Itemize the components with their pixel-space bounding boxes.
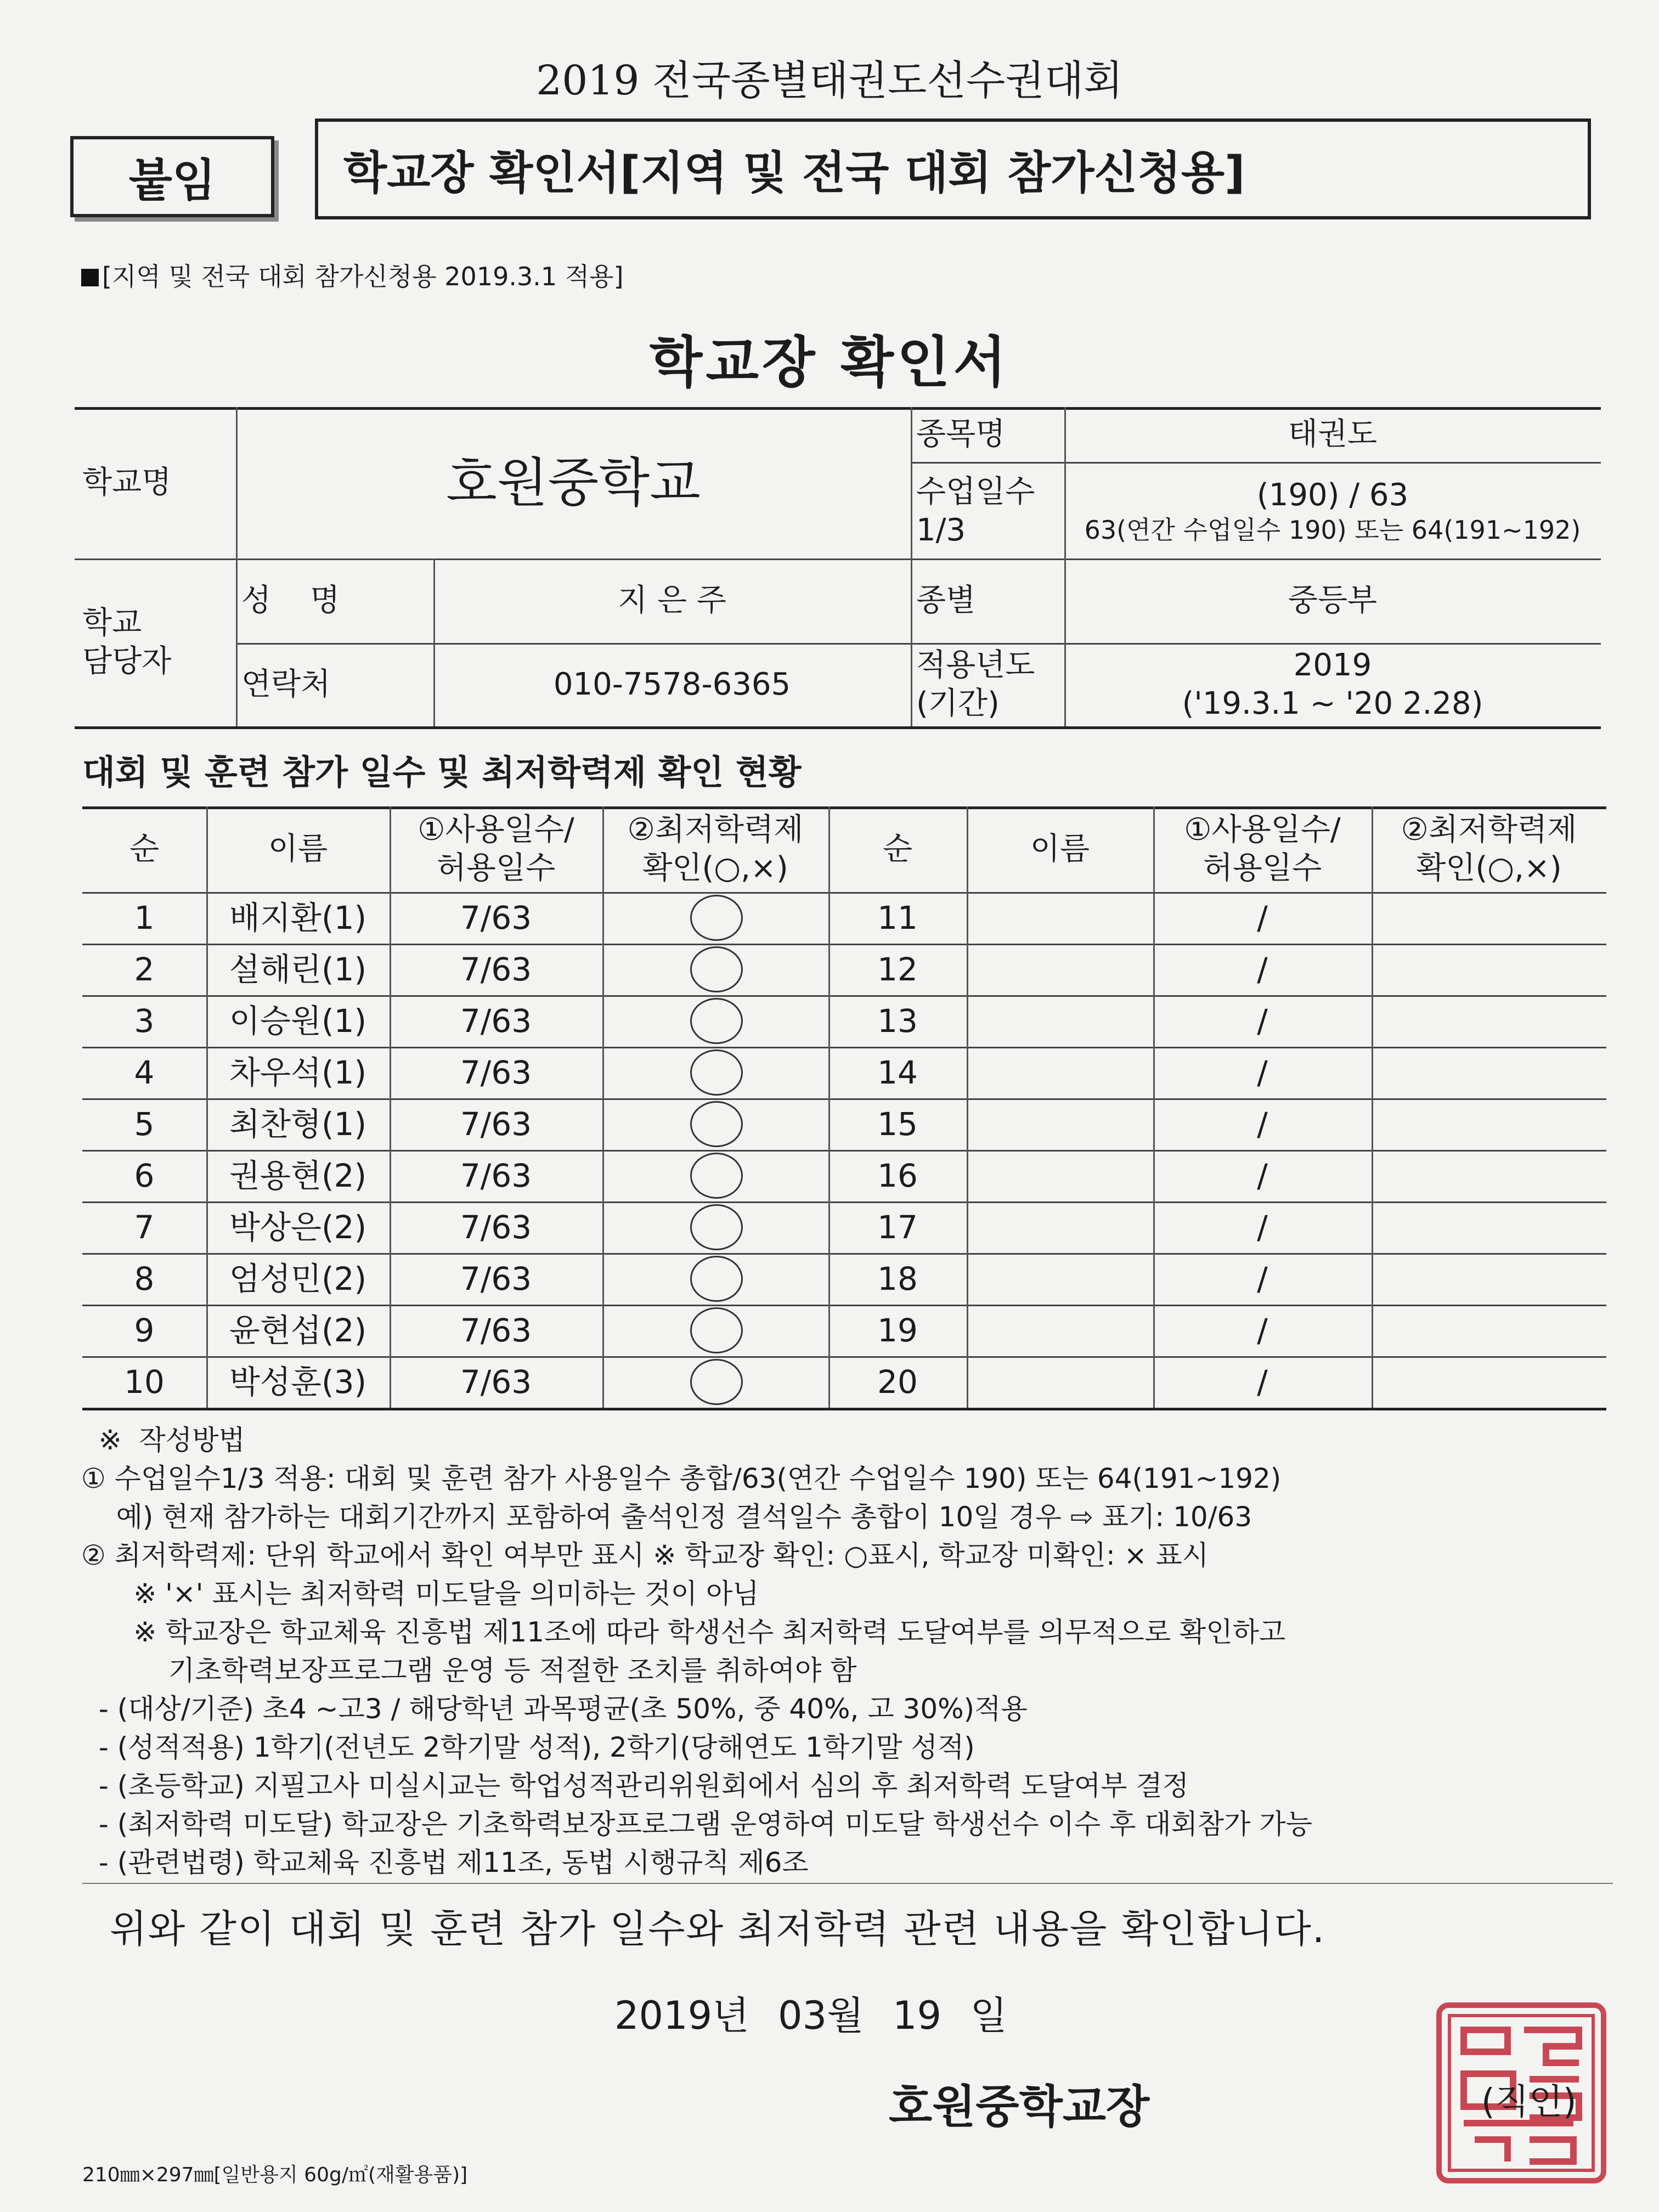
confirm-check bbox=[1372, 1150, 1606, 1201]
athlete-name bbox=[967, 1305, 1153, 1356]
athlete-name bbox=[967, 1098, 1153, 1150]
writing-instructions bbox=[81, 1421, 1606, 1882]
instruction-line: 기초학력보장프로그램 운영 등 적절한 조치를 취하여야 함 bbox=[81, 1655, 857, 1686]
row-number: 8 bbox=[134, 1260, 155, 1297]
row-number: 18 bbox=[877, 1260, 918, 1297]
confirm-check bbox=[1372, 1098, 1606, 1150]
year-label bbox=[916, 643, 1064, 726]
col-header-days bbox=[390, 806, 602, 892]
row-number: 6 bbox=[134, 1156, 155, 1194]
athlete-name: 박성훈(3) bbox=[229, 1363, 367, 1401]
athlete-name: 윤현섭(2) bbox=[229, 1311, 367, 1349]
sport-value: 태권도 bbox=[1288, 416, 1378, 452]
col-header-check-line1: ②최저학력제 bbox=[627, 812, 804, 848]
col-header-check-line2: 확인(○,×) bbox=[1416, 850, 1562, 886]
days-label bbox=[916, 466, 1064, 556]
athlete-name bbox=[967, 1150, 1153, 1201]
col-header-days-line2: 허용일수 bbox=[436, 850, 556, 886]
col-header-check-line2: 확인(○,×) bbox=[642, 850, 788, 886]
instruction-line: ※ 작성방법 bbox=[81, 1424, 245, 1456]
instruction-line: - (관련법령) 학교체육 진흥법 제11조, 동법 시행규칙 제6조 bbox=[81, 1847, 809, 1878]
event-title: 2019 전국종별태권도선수권대회 bbox=[536, 57, 1123, 104]
section-title: 대회 및 훈련 참가 일수 및 최저학력제 확인 현황 bbox=[82, 752, 802, 792]
col-header-days-line1: ①사용일수/ bbox=[417, 812, 574, 848]
col-header-name-right: 이름 bbox=[1030, 831, 1090, 867]
used-days: / bbox=[1257, 1002, 1268, 1040]
year-number: 2019 bbox=[1293, 647, 1372, 683]
divider bbox=[82, 1883, 1613, 1884]
instruction-line: ① 수업일수1/3 적용: 대회 및 훈련 참가 사용일수 총합/63(연간 수업일수 190) 또는 64(191~192) bbox=[81, 1463, 1282, 1494]
principal-name: 호원중학교장 bbox=[889, 2081, 1150, 2133]
used-days: / bbox=[1257, 1105, 1268, 1143]
divider bbox=[911, 407, 912, 726]
row-number: 10 bbox=[124, 1363, 165, 1401]
athlete-name: 이승원(1) bbox=[229, 1002, 367, 1040]
col-header-check-right bbox=[1372, 806, 1606, 892]
instruction-line: - (초등학교) 지필고사 미실시교는 학업성적관리위원회에서 심의 후 최저학력 도달여부 결정 bbox=[81, 1770, 1189, 1802]
name-label: 성 명 bbox=[241, 583, 340, 618]
date-year: 2019년 bbox=[614, 1993, 749, 2038]
athlete-name bbox=[967, 1201, 1153, 1253]
division-value: 중등부 bbox=[1288, 583, 1378, 618]
used-days: 7/63 bbox=[460, 1363, 532, 1401]
row-number: 14 bbox=[877, 1053, 918, 1091]
year-label-line2: (기간) bbox=[916, 686, 1000, 721]
confirm-circle-icon bbox=[690, 1101, 743, 1147]
confirmation-statement: 위와 같이 대회 및 훈련 참가 일수와 최저학력 관련 내용을 확인합니다. bbox=[110, 1906, 1326, 1951]
row-number: 2 bbox=[134, 950, 155, 988]
confirm-check bbox=[1372, 944, 1606, 995]
sport-label: 종목명 bbox=[916, 416, 1006, 452]
confirm-circle-icon bbox=[690, 1359, 743, 1405]
col-header-no: 순 bbox=[129, 831, 160, 867]
used-days: / bbox=[1257, 1208, 1268, 1246]
col-header-check bbox=[602, 806, 828, 892]
used-days: 7/63 bbox=[460, 1311, 532, 1349]
col-header-check-line1: ②최저학력제 bbox=[1401, 812, 1577, 848]
col-header-no-right: 순 bbox=[882, 831, 913, 867]
year-value bbox=[1064, 643, 1601, 726]
used-days: / bbox=[1257, 1156, 1268, 1194]
confirm-circle-icon bbox=[690, 1153, 743, 1199]
school-label: 학교명 bbox=[82, 465, 172, 500]
athlete-name bbox=[967, 1047, 1153, 1098]
subnote-text: [지역 및 전국 대회 참가신청용 2019.3.1 적용] bbox=[102, 262, 624, 291]
paper-spec-footer: 210㎜×297㎜[일반용지 60g/㎡(재활용품)] bbox=[82, 2164, 468, 2186]
confirm-check bbox=[1372, 1305, 1606, 1356]
confirm-circle-icon bbox=[690, 895, 743, 941]
square-bullet-icon bbox=[81, 269, 99, 286]
confirm-circle-icon bbox=[690, 1049, 743, 1096]
page-title: 학교장 확인서 bbox=[649, 330, 1010, 394]
manager-label-line1: 학교 bbox=[82, 605, 142, 641]
days-ratio: (190) / 63 bbox=[1256, 477, 1409, 514]
confirm-circle-icon bbox=[690, 1204, 743, 1250]
used-days: 7/63 bbox=[460, 1053, 532, 1091]
instruction-line: - (대상/기준) 초4 ~고3 / 해당학년 과목평균(초 50%, 중 40%, 고 30%)적용 bbox=[81, 1693, 1028, 1725]
row-number: 12 bbox=[877, 950, 918, 988]
row-number: 17 bbox=[877, 1208, 918, 1246]
contact-label: 연락처 bbox=[241, 667, 331, 702]
row-number: 4 bbox=[134, 1053, 155, 1091]
athlete-name bbox=[967, 1253, 1153, 1305]
used-days: / bbox=[1257, 1363, 1268, 1401]
athlete-name bbox=[967, 995, 1153, 1047]
used-days: 7/63 bbox=[460, 899, 532, 936]
confirm-check bbox=[1372, 1201, 1606, 1253]
manager-label-line2: 담당자 bbox=[82, 644, 172, 679]
divider bbox=[82, 806, 1606, 809]
col-header-days-line2: 허용일수 bbox=[1203, 850, 1322, 886]
date-day-unit: 일 bbox=[970, 1993, 1007, 2038]
row-number: 7 bbox=[134, 1208, 155, 1246]
divider bbox=[75, 726, 1601, 729]
used-days: / bbox=[1257, 1053, 1268, 1091]
date-day: 19 bbox=[893, 1993, 942, 2038]
used-days: 7/63 bbox=[460, 1260, 532, 1297]
used-days: 7/63 bbox=[460, 1002, 532, 1040]
confirm-check bbox=[1372, 1356, 1606, 1408]
athlete-name: 배지환(1) bbox=[229, 899, 367, 936]
row-number: 13 bbox=[877, 1002, 918, 1040]
used-days: 7/63 bbox=[460, 1156, 532, 1194]
confirm-circle-icon bbox=[690, 1256, 743, 1302]
row-number: 20 bbox=[877, 1363, 918, 1401]
instruction-line: ※ 학교장은 학교체육 진흥법 제11조에 따라 학생선수 최저학력 도달여부를 의무적으로 확인하고 bbox=[81, 1616, 1286, 1648]
days-label-line1: 수업일수 bbox=[916, 474, 1035, 510]
col-header-days-right bbox=[1153, 806, 1372, 892]
instruction-line: - (성적적용) 1학기(전년도 2학기말 성적), 2학기(당해연도 1학기말 성적) bbox=[81, 1731, 975, 1763]
days-note: 63(연간 수업일수 190) 또는 64(191~192) bbox=[1084, 515, 1581, 545]
confirm-check bbox=[1372, 995, 1606, 1047]
row-number: 3 bbox=[134, 1002, 155, 1040]
days-label-line2: 1/3 bbox=[916, 512, 966, 548]
athlete-name bbox=[967, 892, 1153, 944]
instruction-line: 예) 현재 참가하는 대회기간까지 포함하여 출석인정 결석일수 총합이 10일 경우 ⇨ 표기: 10/63 bbox=[81, 1501, 1252, 1533]
year-label-line1: 적용년도 bbox=[916, 647, 1035, 683]
confirm-check bbox=[1372, 1253, 1606, 1305]
school-name: 호원중학교 bbox=[446, 452, 701, 514]
athlete-name: 엄성민(2) bbox=[229, 1260, 367, 1297]
row-number: 19 bbox=[877, 1311, 918, 1349]
row-number: 16 bbox=[877, 1156, 918, 1194]
instruction-line: ② 최저학력제: 단위 학교에서 확인 여부만 표시 ※ 학교장 확인: ○표시, 학교장 미확인: × 표시 bbox=[81, 1539, 1209, 1571]
athlete-name bbox=[967, 1356, 1153, 1408]
used-days: 7/63 bbox=[460, 1105, 532, 1143]
col-header-days-line1: ①사용일수/ bbox=[1184, 812, 1341, 848]
confirm-circle-icon bbox=[690, 1307, 743, 1353]
document-heading: 학교장 확인서[지역 및 전국 대회 참가신청용] bbox=[315, 119, 1591, 219]
used-days: 7/63 bbox=[460, 950, 532, 988]
confirm-check bbox=[1372, 1047, 1606, 1098]
athlete-name bbox=[967, 944, 1153, 995]
used-days: / bbox=[1257, 899, 1268, 936]
manager-name: 지 은 주 bbox=[618, 583, 726, 618]
confirm-circle-icon bbox=[690, 946, 743, 992]
used-days: / bbox=[1257, 950, 1268, 988]
athlete-name: 박상은(2) bbox=[229, 1208, 367, 1246]
divider bbox=[82, 1408, 1606, 1410]
signature-date bbox=[614, 1985, 1007, 2040]
manager-label bbox=[82, 558, 236, 726]
row-number: 11 bbox=[877, 899, 918, 936]
contact-value: 010-7578-6365 bbox=[553, 667, 791, 702]
confirm-circle-icon bbox=[690, 998, 743, 1044]
row-number: 15 bbox=[877, 1105, 918, 1143]
seal-label: (직인) bbox=[1481, 2082, 1577, 2123]
days-value bbox=[1064, 466, 1601, 556]
col-header-name: 이름 bbox=[268, 831, 328, 867]
confirm-check bbox=[1372, 892, 1606, 944]
divider bbox=[602, 806, 604, 1408]
attachment-label: 붙임 bbox=[70, 136, 274, 217]
instruction-line: - (최저학력 미도달) 학교장은 기초학력보장프로그램 운영하여 미도달 학생선수 이수 후 대회참가 가능 bbox=[81, 1808, 1312, 1840]
date-month: 03월 bbox=[778, 1993, 864, 2038]
athlete-name: 차우석(1) bbox=[229, 1053, 367, 1091]
row-number: 5 bbox=[134, 1105, 155, 1143]
used-days: 7/63 bbox=[460, 1208, 532, 1246]
row-number: 9 bbox=[134, 1311, 155, 1349]
used-days: / bbox=[1257, 1260, 1268, 1297]
divider bbox=[911, 462, 1601, 464]
subnote bbox=[81, 257, 624, 293]
division-label: 종별 bbox=[916, 583, 976, 618]
year-period: ('19.3.1 ~ '20 2.28) bbox=[1182, 686, 1483, 721]
athlete-name: 설해린(1) bbox=[229, 950, 367, 988]
instruction-line: ※ '×' 표시는 최저학력 미도달을 의미하는 것이 아님 bbox=[81, 1578, 759, 1610]
row-number: 1 bbox=[134, 899, 155, 936]
athlete-name: 최찬형(1) bbox=[229, 1105, 367, 1143]
athlete-name: 권용현(2) bbox=[229, 1156, 367, 1194]
used-days: / bbox=[1257, 1311, 1268, 1349]
